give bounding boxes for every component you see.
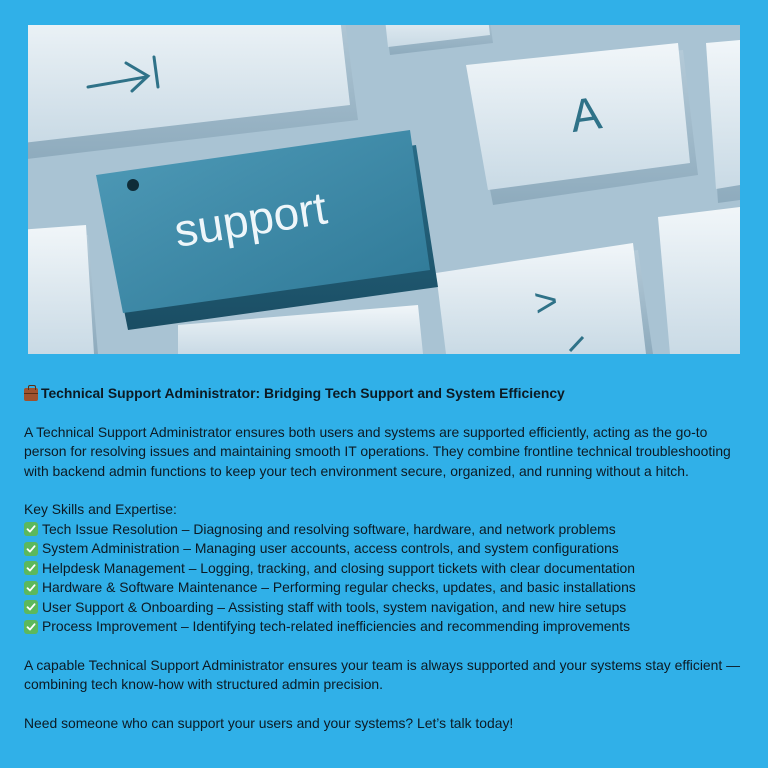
skill-text: Process Improvement – Identifying tech-related inefficiencies and recommending improvements (42, 618, 631, 634)
skill-text: Helpdesk Management – Logging, tracking, and closing support tickets with clear documentation (42, 559, 636, 576)
post-content (24, 384, 748, 733)
post-closing: A capable Technical Support Administrator ensures your team is always supported and your systems stay efficient — combining tech know-how with structured admin precision. (24, 656, 740, 692)
skill-text: System Administration – Managing user accounts, access controls, and system configurations (42, 540, 619, 556)
post-headline (24, 384, 748, 404)
hero-image (28, 25, 740, 354)
support-key-label: support (170, 181, 331, 257)
post-cta: Need someone who can support your users and your systems? Let’s talk today! (24, 714, 514, 731)
list-item (24, 617, 748, 637)
skills-title: Key Skills and Expertise: (24, 501, 177, 517)
check-mark-icon (24, 620, 38, 634)
check-mark-icon (24, 561, 38, 575)
letter-key-a-label: A (566, 86, 605, 143)
skill-text: Hardware & Software Maintenance – Performing regular checks, updates, and basic installations (42, 579, 636, 595)
post-headline-text: Technical Support Administrator: Bridging Tech Support and System Efficiency (41, 385, 565, 401)
list-item (24, 559, 748, 579)
check-mark-icon (24, 522, 38, 536)
list-item (24, 539, 748, 559)
list-item (24, 598, 748, 618)
skill-text: Tech Issue Resolution – Diagnosing and resolving software, hardware, and network problems (42, 520, 616, 537)
greater-than-key-label: > (531, 278, 561, 326)
list-item (24, 578, 748, 598)
briefcase-icon (24, 388, 38, 401)
skills-list (24, 520, 748, 637)
post-intro: A Technical Support Administrator ensures both users and systems are supported efficiently, acting as the go-to person for resolving issues and maintaining smooth IT operations. They combine frontline technical troubleshooting with backend admin functions to keep your tech environment secure, organized, and running without a hitch. (24, 423, 731, 479)
check-mark-icon (24, 542, 38, 556)
check-mark-icon (24, 581, 38, 595)
check-mark-icon (24, 600, 38, 614)
support-key-led (127, 179, 139, 191)
skill-text: User Support & Onboarding – Assisting staff with tools, system navigation, and new hire setups (42, 598, 627, 615)
list-item (24, 520, 748, 540)
keyboard-illustration (28, 25, 740, 354)
